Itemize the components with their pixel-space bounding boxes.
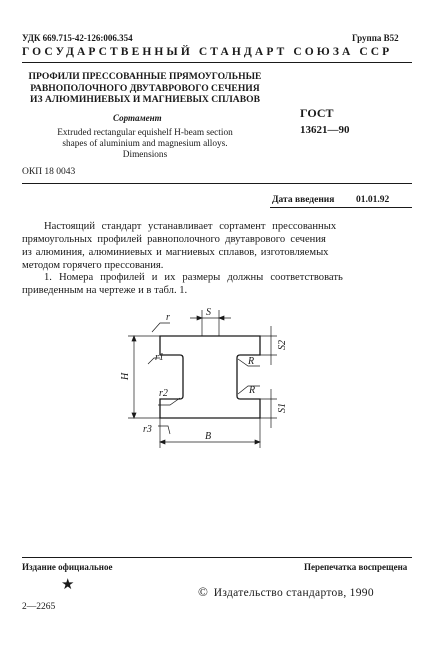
label-r1: r1 xyxy=(155,352,164,363)
footer-rule xyxy=(22,557,412,558)
english-title-line: Extruded rectangular equishelf H-beam section xyxy=(57,128,233,138)
english-title-line: Dimensions xyxy=(122,150,168,160)
intro-date-value: 01.01.92 xyxy=(356,195,390,205)
label-s2: S2 xyxy=(277,340,288,350)
title-line: ИЗ АЛЮМИНИЕВЫХ И МАГНИЕВЫХ СПЛАВОВ xyxy=(30,94,260,105)
beam-outline xyxy=(160,336,260,418)
label-s1: S1 xyxy=(277,403,288,413)
body-line: методом горячего прессования. xyxy=(22,260,164,271)
copyright-line xyxy=(198,584,374,600)
edition-label: Издание официальное xyxy=(22,562,113,572)
body-line: приведенным на чертеже и в табл. 1. xyxy=(22,285,188,296)
label-r-upper: R xyxy=(248,356,255,367)
title-line: ПРОФИЛИ ПРЕССОВАННЫЕ ПРЯМОУГОЛЬНЫЕ xyxy=(28,71,262,82)
label-b: B xyxy=(205,431,212,442)
title-line: РАВНОПОЛОЧНОГО ДВУТАВРОВОГО СЕЧЕНИЯ xyxy=(30,82,260,94)
reprint-label: Перепечатка воспрещена xyxy=(304,562,408,572)
label-r: r xyxy=(166,312,170,323)
document-subtitle: Сортамент xyxy=(113,113,162,123)
udk-code: УДК 669.715-42-126:006.354 xyxy=(22,33,133,43)
label-r2: r2 xyxy=(159,388,168,399)
body-text: Настоящий стандарт устанавливает сортамент прессованных xyxy=(44,221,337,232)
print-code: 2—2265 xyxy=(22,602,56,612)
english-title-line: shapes of aluminium and magnesium alloys. xyxy=(62,139,228,149)
label-r-lower: R xyxy=(249,385,256,396)
copyright-icon: © xyxy=(198,584,208,599)
body-line: прямоугольных профилей равнополочного двутаврового сечения xyxy=(22,234,326,245)
label-r3: r3 xyxy=(143,424,152,435)
gost-number: 13621—90 xyxy=(300,124,350,136)
body-line: из алюминия, алюминиевых и магниевых сплавов, изготовляемых xyxy=(22,247,329,258)
intro-date-label: Дата введения xyxy=(272,195,335,205)
standard-banner: ГОСУДАРСТВЕННЫЙ СТАНДАРТ СОЮЗА ССР xyxy=(22,46,393,58)
group-code: Группа В52 xyxy=(352,33,399,43)
gost-label: ГОСТ xyxy=(300,106,334,120)
label-s: S xyxy=(206,307,211,318)
copyright-text: Издательство стандартов, 1990 xyxy=(213,587,374,599)
star-icon: ★ xyxy=(61,577,75,593)
okp-code: ОКП 18 0043 xyxy=(22,167,76,177)
body-line: 1. Номера профилей и их размеры должны соответствовать xyxy=(44,272,343,283)
label-h: H xyxy=(120,372,131,380)
